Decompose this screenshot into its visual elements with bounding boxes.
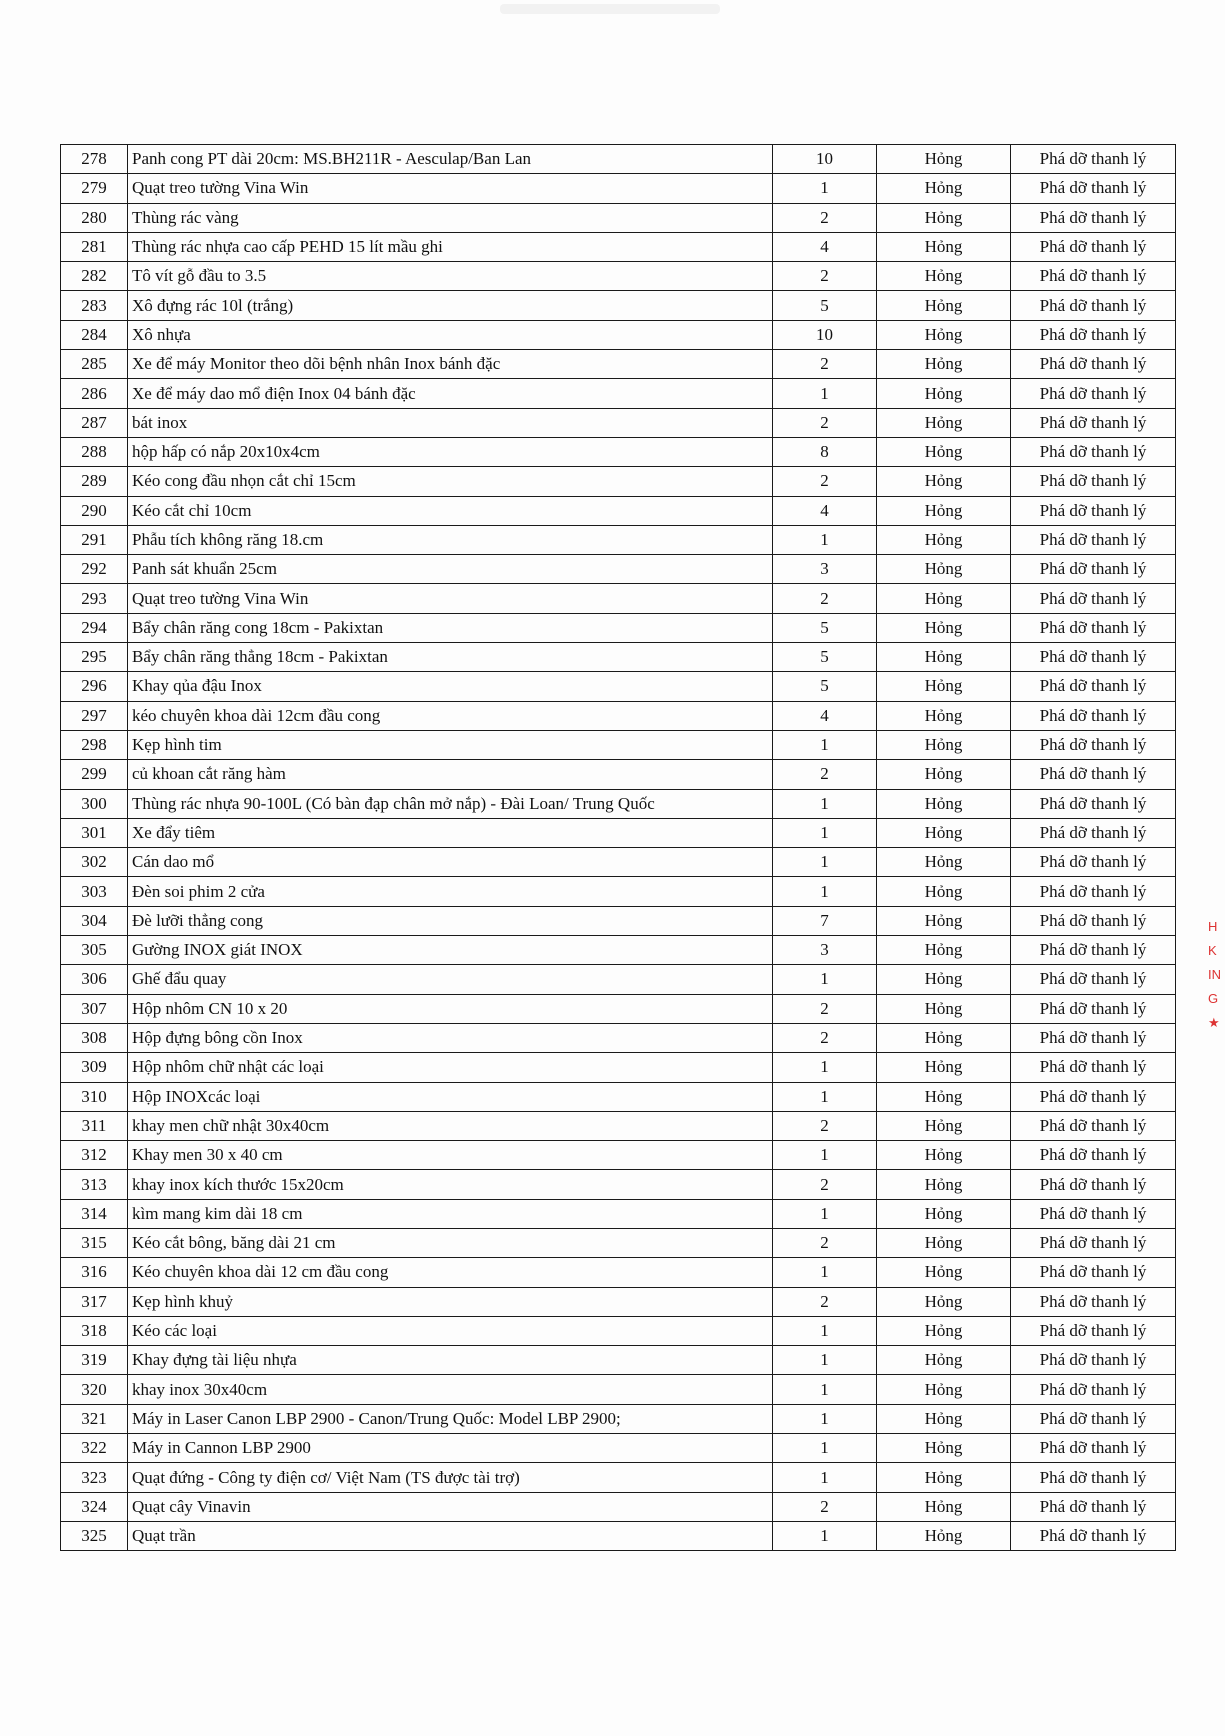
item-name: Phẫu tích không răng 18.cm bbox=[128, 525, 773, 554]
item-quantity: 1 bbox=[773, 1434, 877, 1463]
item-action: Phá dỡ thanh lý bbox=[1011, 1228, 1176, 1257]
item-status: Hỏng bbox=[877, 1521, 1011, 1550]
item-quantity: 1 bbox=[773, 1082, 877, 1111]
item-quantity: 4 bbox=[773, 701, 877, 730]
item-number: 289 bbox=[61, 467, 128, 496]
item-action: Phá dỡ thanh lý bbox=[1011, 350, 1176, 379]
item-number: 315 bbox=[61, 1228, 128, 1257]
item-number: 301 bbox=[61, 818, 128, 847]
item-action: Phá dỡ thanh lý bbox=[1011, 174, 1176, 203]
table-row bbox=[61, 1141, 1176, 1170]
item-number: 325 bbox=[61, 1521, 128, 1550]
table-row bbox=[61, 408, 1176, 437]
item-status: Hỏng bbox=[877, 350, 1011, 379]
item-status: Hỏng bbox=[877, 1492, 1011, 1521]
item-action: Phá dỡ thanh lý bbox=[1011, 467, 1176, 496]
table-row bbox=[61, 291, 1176, 320]
item-number: 294 bbox=[61, 613, 128, 642]
item-number: 290 bbox=[61, 496, 128, 525]
item-number: 312 bbox=[61, 1141, 128, 1170]
item-action: Phá dỡ thanh lý bbox=[1011, 262, 1176, 291]
item-name: Khay men 30 x 40 cm bbox=[128, 1141, 773, 1170]
item-action: Phá dỡ thanh lý bbox=[1011, 1170, 1176, 1199]
item-quantity: 1 bbox=[773, 1053, 877, 1082]
item-number: 313 bbox=[61, 1170, 128, 1199]
inventory-table bbox=[60, 144, 1176, 1551]
table-row bbox=[61, 1228, 1176, 1257]
table-row bbox=[61, 232, 1176, 261]
table-row bbox=[61, 1521, 1176, 1550]
item-action: Phá dỡ thanh lý bbox=[1011, 1141, 1176, 1170]
table-row bbox=[61, 1404, 1176, 1433]
item-status: Hỏng bbox=[877, 672, 1011, 701]
inventory-table-body bbox=[61, 145, 1176, 1551]
item-quantity: 1 bbox=[773, 789, 877, 818]
table-row bbox=[61, 467, 1176, 496]
item-name: Cán dao mổ bbox=[128, 848, 773, 877]
table-row bbox=[61, 936, 1176, 965]
item-quantity: 2 bbox=[773, 994, 877, 1023]
item-status: Hỏng bbox=[877, 1258, 1011, 1287]
item-status: Hỏng bbox=[877, 877, 1011, 906]
item-quantity: 2 bbox=[773, 1111, 877, 1140]
item-status: Hỏng bbox=[877, 1023, 1011, 1052]
item-quantity: 2 bbox=[773, 1170, 877, 1199]
item-status: Hỏng bbox=[877, 994, 1011, 1023]
item-action: Phá dỡ thanh lý bbox=[1011, 437, 1176, 466]
item-number: 324 bbox=[61, 1492, 128, 1521]
item-number: 308 bbox=[61, 1023, 128, 1052]
item-quantity: 4 bbox=[773, 232, 877, 261]
item-status: Hỏng bbox=[877, 262, 1011, 291]
item-status: Hỏng bbox=[877, 174, 1011, 203]
item-status: Hỏng bbox=[877, 965, 1011, 994]
item-name: Đèn soi phim 2 cửa bbox=[128, 877, 773, 906]
item-number: 309 bbox=[61, 1053, 128, 1082]
item-number: 314 bbox=[61, 1199, 128, 1228]
item-number: 279 bbox=[61, 174, 128, 203]
item-quantity: 1 bbox=[773, 1346, 877, 1375]
table-row bbox=[61, 818, 1176, 847]
item-name: Kéo cắt chỉ 10cm bbox=[128, 496, 773, 525]
item-status: Hỏng bbox=[877, 203, 1011, 232]
item-name: Thùng rác nhựa cao cấp PEHD 15 lít mầu ghi bbox=[128, 232, 773, 261]
item-number: 298 bbox=[61, 730, 128, 759]
item-quantity: 2 bbox=[773, 1023, 877, 1052]
item-quantity: 1 bbox=[773, 174, 877, 203]
item-name: Gường INOX giát INOX bbox=[128, 936, 773, 965]
item-name: Ghế đẩu quay bbox=[128, 965, 773, 994]
item-action: Phá dỡ thanh lý bbox=[1011, 643, 1176, 672]
item-quantity: 2 bbox=[773, 350, 877, 379]
item-status: Hỏng bbox=[877, 379, 1011, 408]
table-row bbox=[61, 584, 1176, 613]
item-name: Kẹp hình khuỷ bbox=[128, 1287, 773, 1316]
item-status: Hỏng bbox=[877, 730, 1011, 759]
item-status: Hỏng bbox=[877, 1111, 1011, 1140]
item-action: Phá dỡ thanh lý bbox=[1011, 994, 1176, 1023]
item-name: Xe để máy dao mổ điện Inox 04 bánh đặc bbox=[128, 379, 773, 408]
table-row bbox=[61, 877, 1176, 906]
item-action: Phá dỡ thanh lý bbox=[1011, 291, 1176, 320]
item-quantity: 5 bbox=[773, 613, 877, 642]
item-name: Máy in Laser Canon LBP 2900 - Canon/Trung Quốc: Model LBP 2900; bbox=[128, 1404, 773, 1433]
item-name: Thùng rác nhựa 90-100L (Có bàn đạp chân mở nắp) - Đài Loan/ Trung Quốc bbox=[128, 789, 773, 818]
table-row bbox=[61, 1492, 1176, 1521]
item-status: Hỏng bbox=[877, 496, 1011, 525]
table-row bbox=[61, 379, 1176, 408]
item-action: Phá dỡ thanh lý bbox=[1011, 525, 1176, 554]
table-row bbox=[61, 848, 1176, 877]
item-name: Xe để máy Monitor theo dõi bệnh nhân Inox bánh đặc bbox=[128, 350, 773, 379]
item-name: bát inox bbox=[128, 408, 773, 437]
item-number: 300 bbox=[61, 789, 128, 818]
item-quantity: 1 bbox=[773, 379, 877, 408]
table-row bbox=[61, 350, 1176, 379]
item-number: 319 bbox=[61, 1346, 128, 1375]
item-status: Hỏng bbox=[877, 437, 1011, 466]
item-quantity: 1 bbox=[773, 877, 877, 906]
item-name: kéo chuyên khoa dài 12cm đầu cong bbox=[128, 701, 773, 730]
item-number: 288 bbox=[61, 437, 128, 466]
item-quantity: 4 bbox=[773, 496, 877, 525]
table-row bbox=[61, 701, 1176, 730]
item-name: Hộp nhôm chữ nhật các loại bbox=[128, 1053, 773, 1082]
item-quantity: 1 bbox=[773, 1141, 877, 1170]
item-name: hộp hấp có nắp 20x10x4cm bbox=[128, 437, 773, 466]
table-row bbox=[61, 174, 1176, 203]
item-quantity: 2 bbox=[773, 262, 877, 291]
item-quantity: 5 bbox=[773, 672, 877, 701]
item-status: Hỏng bbox=[877, 1170, 1011, 1199]
item-quantity: 2 bbox=[773, 1492, 877, 1521]
item-action: Phá dỡ thanh lý bbox=[1011, 906, 1176, 935]
table-row bbox=[61, 730, 1176, 759]
item-number: 286 bbox=[61, 379, 128, 408]
item-name: Hộp INOXcác loại bbox=[128, 1082, 773, 1111]
item-name: Panh cong PT dài 20cm: MS.BH211R - Aesculap/Ban Lan bbox=[128, 145, 773, 174]
table-row bbox=[61, 906, 1176, 935]
item-action: Phá dỡ thanh lý bbox=[1011, 1463, 1176, 1492]
item-quantity: 1 bbox=[773, 1463, 877, 1492]
item-status: Hỏng bbox=[877, 1141, 1011, 1170]
table-row bbox=[61, 760, 1176, 789]
item-status: Hỏng bbox=[877, 1375, 1011, 1404]
item-number: 299 bbox=[61, 760, 128, 789]
item-status: Hỏng bbox=[877, 818, 1011, 847]
table-row bbox=[61, 1463, 1176, 1492]
item-name: Quạt đứng - Công ty điện cơ/ Việt Nam (TS được tài trợ) bbox=[128, 1463, 773, 1492]
item-name: Kéo cong đầu nhọn cắt chỉ 15cm bbox=[128, 467, 773, 496]
item-status: Hỏng bbox=[877, 232, 1011, 261]
item-name: Thùng rác vàng bbox=[128, 203, 773, 232]
item-name: khay men chữ nhật 30x40cm bbox=[128, 1111, 773, 1140]
item-action: Phá dỡ thanh lý bbox=[1011, 730, 1176, 759]
item-quantity: 1 bbox=[773, 965, 877, 994]
item-number: 282 bbox=[61, 262, 128, 291]
table-row bbox=[61, 437, 1176, 466]
item-action: Phá dỡ thanh lý bbox=[1011, 818, 1176, 847]
table-row bbox=[61, 1375, 1176, 1404]
table-row bbox=[61, 555, 1176, 584]
item-name: Quạt cây Vinavin bbox=[128, 1492, 773, 1521]
item-status: Hỏng bbox=[877, 701, 1011, 730]
table-row bbox=[61, 1316, 1176, 1345]
item-status: Hỏng bbox=[877, 789, 1011, 818]
item-action: Phá dỡ thanh lý bbox=[1011, 848, 1176, 877]
item-name: Tô vít gỗ đầu to 3.5 bbox=[128, 262, 773, 291]
item-quantity: 1 bbox=[773, 1521, 877, 1550]
item-quantity: 1 bbox=[773, 1199, 877, 1228]
item-number: 291 bbox=[61, 525, 128, 554]
item-action: Phá dỡ thanh lý bbox=[1011, 379, 1176, 408]
item-action: Phá dỡ thanh lý bbox=[1011, 672, 1176, 701]
item-name: Quạt trần bbox=[128, 1521, 773, 1550]
item-status: Hỏng bbox=[877, 408, 1011, 437]
item-action: Phá dỡ thanh lý bbox=[1011, 1404, 1176, 1433]
item-quantity: 5 bbox=[773, 291, 877, 320]
stamp-letter: H bbox=[1208, 919, 1218, 934]
item-number: 316 bbox=[61, 1258, 128, 1287]
item-number: 318 bbox=[61, 1316, 128, 1345]
item-name: khay inox kích thước 15x20cm bbox=[128, 1170, 773, 1199]
table-row bbox=[61, 994, 1176, 1023]
item-status: Hỏng bbox=[877, 320, 1011, 349]
item-number: 323 bbox=[61, 1463, 128, 1492]
item-quantity: 5 bbox=[773, 643, 877, 672]
item-quantity: 1 bbox=[773, 1258, 877, 1287]
item-quantity: 2 bbox=[773, 408, 877, 437]
item-quantity: 2 bbox=[773, 467, 877, 496]
item-action: Phá dỡ thanh lý bbox=[1011, 408, 1176, 437]
item-quantity: 3 bbox=[773, 936, 877, 965]
item-action: Phá dỡ thanh lý bbox=[1011, 760, 1176, 789]
table-row bbox=[61, 643, 1176, 672]
item-quantity: 1 bbox=[773, 730, 877, 759]
stamp-star-icon: ★ bbox=[1208, 1015, 1220, 1030]
item-number: 310 bbox=[61, 1082, 128, 1111]
table-row bbox=[61, 496, 1176, 525]
item-name: Xô đựng rác 10l (trắng) bbox=[128, 291, 773, 320]
item-action: Phá dỡ thanh lý bbox=[1011, 1111, 1176, 1140]
item-number: 322 bbox=[61, 1434, 128, 1463]
stamp-letter: K bbox=[1208, 943, 1217, 958]
item-status: Hỏng bbox=[877, 1228, 1011, 1257]
item-action: Phá dỡ thanh lý bbox=[1011, 1082, 1176, 1111]
item-number: 296 bbox=[61, 672, 128, 701]
stamp-letter: IN bbox=[1208, 967, 1221, 982]
item-status: Hỏng bbox=[877, 1199, 1011, 1228]
item-quantity: 2 bbox=[773, 203, 877, 232]
item-quantity: 2 bbox=[773, 1287, 877, 1316]
item-action: Phá dỡ thanh lý bbox=[1011, 496, 1176, 525]
item-quantity: 2 bbox=[773, 760, 877, 789]
item-number: 317 bbox=[61, 1287, 128, 1316]
item-number: 305 bbox=[61, 936, 128, 965]
item-action: Phá dỡ thanh lý bbox=[1011, 1346, 1176, 1375]
item-number: 287 bbox=[61, 408, 128, 437]
item-number: 293 bbox=[61, 584, 128, 613]
item-name: Kẹp hình tim bbox=[128, 730, 773, 759]
item-status: Hỏng bbox=[877, 906, 1011, 935]
item-status: Hỏng bbox=[877, 145, 1011, 174]
item-number: 321 bbox=[61, 1404, 128, 1433]
item-action: Phá dỡ thanh lý bbox=[1011, 877, 1176, 906]
item-status: Hỏng bbox=[877, 1404, 1011, 1433]
table-row bbox=[61, 1199, 1176, 1228]
item-number: 306 bbox=[61, 965, 128, 994]
item-action: Phá dỡ thanh lý bbox=[1011, 789, 1176, 818]
item-status: Hỏng bbox=[877, 467, 1011, 496]
item-number: 311 bbox=[61, 1111, 128, 1140]
item-quantity: 1 bbox=[773, 848, 877, 877]
item-action: Phá dỡ thanh lý bbox=[1011, 320, 1176, 349]
table-row bbox=[61, 262, 1176, 291]
item-action: Phá dỡ thanh lý bbox=[1011, 203, 1176, 232]
item-name: Kéo chuyên khoa dài 12 cm đầu cong bbox=[128, 1258, 773, 1287]
table-row bbox=[61, 965, 1176, 994]
item-name: Khay đựng tài liệu nhựa bbox=[128, 1346, 773, 1375]
table-row bbox=[61, 525, 1176, 554]
item-action: Phá dỡ thanh lý bbox=[1011, 1053, 1176, 1082]
item-name: Hộp đựng bông cồn Inox bbox=[128, 1023, 773, 1052]
item-action: Phá dỡ thanh lý bbox=[1011, 1375, 1176, 1404]
item-status: Hỏng bbox=[877, 525, 1011, 554]
item-action: Phá dỡ thanh lý bbox=[1011, 1492, 1176, 1521]
stamp-letter: G bbox=[1208, 991, 1219, 1006]
red-stamp-fragment bbox=[1208, 915, 1225, 1035]
item-number: 304 bbox=[61, 906, 128, 935]
table-row bbox=[61, 1023, 1176, 1052]
item-quantity: 10 bbox=[773, 145, 877, 174]
item-number: 292 bbox=[61, 555, 128, 584]
scan-smudge bbox=[500, 4, 720, 14]
item-name: Bẩy chân răng thẳng 18cm - Pakixtan bbox=[128, 643, 773, 672]
item-quantity: 10 bbox=[773, 320, 877, 349]
item-status: Hỏng bbox=[877, 291, 1011, 320]
item-status: Hỏng bbox=[877, 613, 1011, 642]
table-row bbox=[61, 203, 1176, 232]
item-number: 307 bbox=[61, 994, 128, 1023]
item-status: Hỏng bbox=[877, 1463, 1011, 1492]
item-name: Panh sát khuẩn 25cm bbox=[128, 555, 773, 584]
item-number: 280 bbox=[61, 203, 128, 232]
item-name: Quạt treo tường Vina Win bbox=[128, 584, 773, 613]
table-row bbox=[61, 789, 1176, 818]
item-name: Đè lưỡi thẳng cong bbox=[128, 906, 773, 935]
item-name: Máy in Cannon LBP 2900 bbox=[128, 1434, 773, 1463]
table-row bbox=[61, 1346, 1176, 1375]
item-status: Hỏng bbox=[877, 1082, 1011, 1111]
item-quantity: 1 bbox=[773, 1316, 877, 1345]
item-status: Hỏng bbox=[877, 1053, 1011, 1082]
table-row bbox=[61, 1258, 1176, 1287]
item-name: kìm mang kim dài 18 cm bbox=[128, 1199, 773, 1228]
item-name: củ khoan cắt răng hàm bbox=[128, 760, 773, 789]
item-status: Hỏng bbox=[877, 584, 1011, 613]
item-status: Hỏng bbox=[877, 1434, 1011, 1463]
item-quantity: 1 bbox=[773, 525, 877, 554]
item-status: Hỏng bbox=[877, 1287, 1011, 1316]
item-action: Phá dỡ thanh lý bbox=[1011, 555, 1176, 584]
item-action: Phá dỡ thanh lý bbox=[1011, 1316, 1176, 1345]
table-row bbox=[61, 1082, 1176, 1111]
item-name: Kéo các loại bbox=[128, 1316, 773, 1345]
item-number: 281 bbox=[61, 232, 128, 261]
item-action: Phá dỡ thanh lý bbox=[1011, 232, 1176, 261]
item-quantity: 1 bbox=[773, 818, 877, 847]
item-quantity: 2 bbox=[773, 584, 877, 613]
item-action: Phá dỡ thanh lý bbox=[1011, 965, 1176, 994]
table-row bbox=[61, 613, 1176, 642]
item-name: Kéo cắt bông, băng dài 21 cm bbox=[128, 1228, 773, 1257]
item-action: Phá dỡ thanh lý bbox=[1011, 701, 1176, 730]
item-name: Xô nhựa bbox=[128, 320, 773, 349]
item-action: Phá dỡ thanh lý bbox=[1011, 1287, 1176, 1316]
item-quantity: 7 bbox=[773, 906, 877, 935]
table-row bbox=[61, 320, 1176, 349]
item-name: Quạt treo tường Vina Win bbox=[128, 174, 773, 203]
item-name: khay inox 30x40cm bbox=[128, 1375, 773, 1404]
item-number: 285 bbox=[61, 350, 128, 379]
item-quantity: 3 bbox=[773, 555, 877, 584]
item-status: Hỏng bbox=[877, 1316, 1011, 1345]
item-number: 295 bbox=[61, 643, 128, 672]
item-number: 297 bbox=[61, 701, 128, 730]
table-row bbox=[61, 1287, 1176, 1316]
item-quantity: 1 bbox=[773, 1404, 877, 1433]
table-row bbox=[61, 1170, 1176, 1199]
item-status: Hỏng bbox=[877, 760, 1011, 789]
item-action: Phá dỡ thanh lý bbox=[1011, 1434, 1176, 1463]
table-row bbox=[61, 1053, 1176, 1082]
table-row bbox=[61, 1111, 1176, 1140]
item-status: Hỏng bbox=[877, 643, 1011, 672]
item-status: Hỏng bbox=[877, 1346, 1011, 1375]
item-number: 302 bbox=[61, 848, 128, 877]
table-row bbox=[61, 145, 1176, 174]
item-name: Bẩy chân răng cong 18cm - Pakixtan bbox=[128, 613, 773, 642]
item-name: Khay qủa đậu Inox bbox=[128, 672, 773, 701]
item-name: Xe đẩy tiêm bbox=[128, 818, 773, 847]
item-action: Phá dỡ thanh lý bbox=[1011, 1023, 1176, 1052]
item-action: Phá dỡ thanh lý bbox=[1011, 1258, 1176, 1287]
item-number: 278 bbox=[61, 145, 128, 174]
table-row bbox=[61, 672, 1176, 701]
item-action: Phá dỡ thanh lý bbox=[1011, 936, 1176, 965]
item-action: Phá dỡ thanh lý bbox=[1011, 1521, 1176, 1550]
item-action: Phá dỡ thanh lý bbox=[1011, 613, 1176, 642]
table-row bbox=[61, 1434, 1176, 1463]
item-status: Hỏng bbox=[877, 936, 1011, 965]
item-number: 320 bbox=[61, 1375, 128, 1404]
item-status: Hỏng bbox=[877, 555, 1011, 584]
item-quantity: 1 bbox=[773, 1375, 877, 1404]
item-action: Phá dỡ thanh lý bbox=[1011, 584, 1176, 613]
item-status: Hỏng bbox=[877, 848, 1011, 877]
item-number: 303 bbox=[61, 877, 128, 906]
item-quantity: 8 bbox=[773, 437, 877, 466]
item-action: Phá dỡ thanh lý bbox=[1011, 145, 1176, 174]
item-number: 283 bbox=[61, 291, 128, 320]
item-number: 284 bbox=[61, 320, 128, 349]
item-quantity: 2 bbox=[773, 1228, 877, 1257]
item-action: Phá dỡ thanh lý bbox=[1011, 1199, 1176, 1228]
item-name: Hộp nhôm CN 10 x 20 bbox=[128, 994, 773, 1023]
